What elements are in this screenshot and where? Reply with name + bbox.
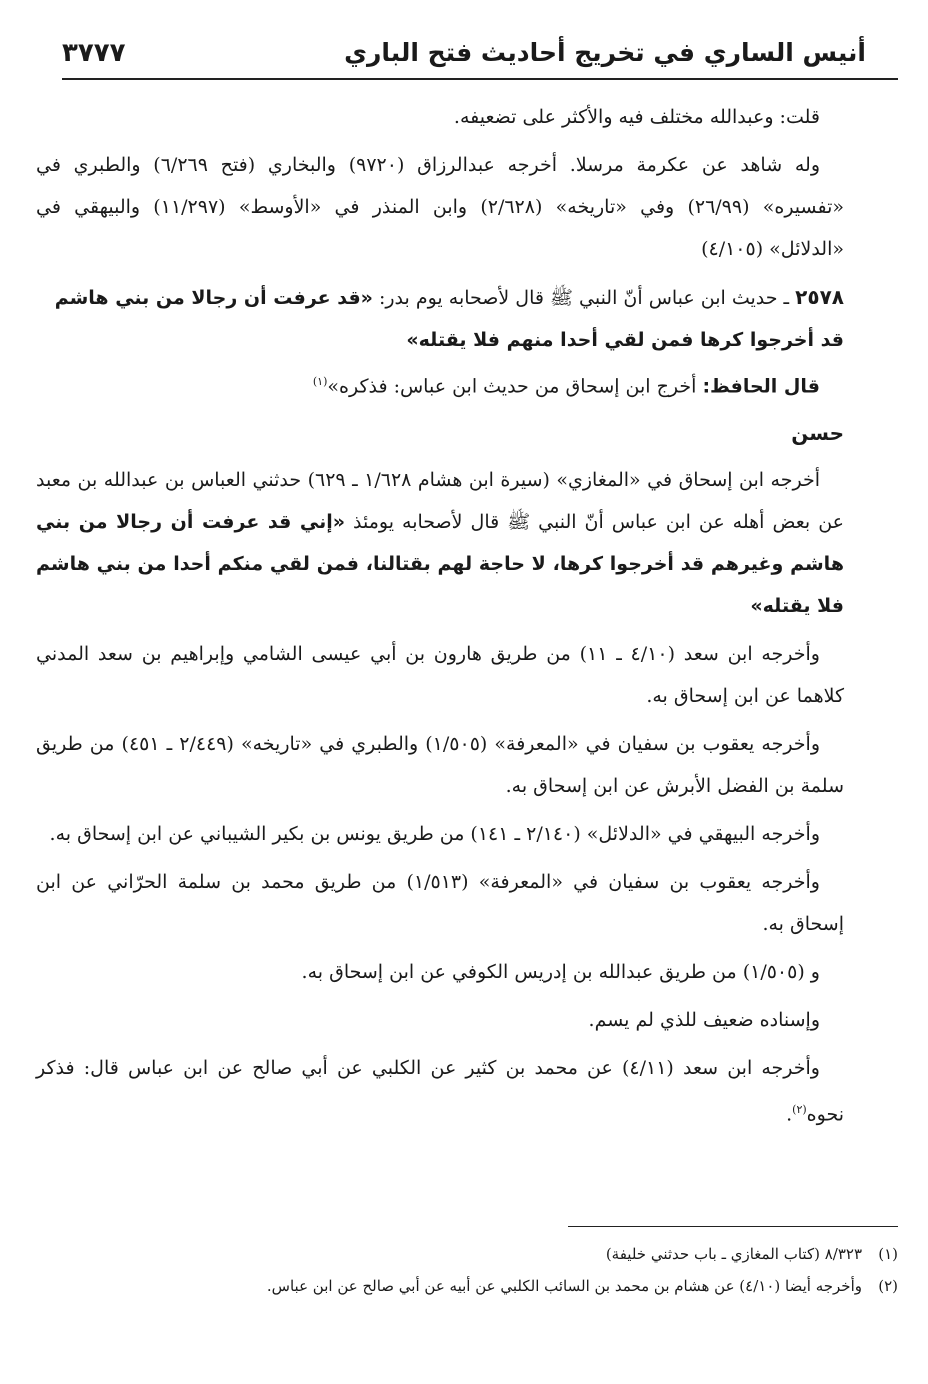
footnote-number: (٢) xyxy=(878,1277,898,1295)
hadith-text: «قد عرفت أن رجالا من بني هاشم قد أخرجوا كرها فمن لقي أحدا منهم فلا يقتله» xyxy=(54,287,844,351)
footnote-number: (١) xyxy=(878,1245,898,1263)
footnote-2 xyxy=(40,1270,898,1302)
takhrij-7-end: . xyxy=(786,1103,793,1126)
paragraph-isnad-weak: وإسناده ضعيف للذي لم يسم. xyxy=(588,1009,820,1032)
paragraph-takhrij-6: و (١/٥٠٥) من طريق عبدالله بن إدريس الكوفي عن ابن إسحاق به. xyxy=(301,961,820,984)
takhrij-7-text: وأخرجه ابن سعد (٤/١١) عن محمد بن كثير عن الكلبي عن أبي صالح عن ابن عباس قال: فذكر نحوه xyxy=(36,1057,844,1126)
footnote-ref-2: (٢) xyxy=(792,1103,807,1117)
hafidh-text: أخرج ابن إسحاق من حديث ابن عباس: فذكره» xyxy=(327,375,703,398)
hafidh-label: قال الحافظ: xyxy=(702,375,820,398)
page-header xyxy=(62,30,866,74)
paragraph-takhrij-2: وأخرجه ابن سعد (٤/١٠ ـ ١١) من طريق هارون بن أبي عيسى الشامي وإبراهيم بن سعد المدني كلاهما عن ابن إسحاق به. xyxy=(36,643,844,708)
paragraph-takhrij-5: وأخرجه يعقوب بن سفيان في «المعرفة» (١/٥١٣) من طريق محمد بن سلمة الحرّاني عن ابن إسحاق به. xyxy=(36,871,844,936)
footnote-1 xyxy=(40,1238,898,1270)
paragraph-takhrij-1 xyxy=(36,459,844,627)
footnote-ref-1: (١) xyxy=(312,375,328,388)
hadith-number: ٢٥٧٨ xyxy=(795,285,844,309)
page-number: ٣٧٧٧ xyxy=(62,38,126,68)
footnotes xyxy=(40,1238,898,1302)
paragraph-note: قلت: وعبدالله مختلف فيه والأكثر على تضعيفه. xyxy=(453,106,820,128)
footnote-text: وأخرجه أيضا (٤/١٠) عن هشام بن محمد بن السائب الكلبي عن أبيه عن أبي صالح عن ابن عباس. xyxy=(266,1277,862,1295)
footnote-rule xyxy=(568,1226,898,1227)
hafidh-statement xyxy=(36,361,844,407)
hadith-intro: ـ حديث ابن عباس أنّ النبي ﷺ قال لأصحابه يوم بدر: xyxy=(372,287,796,309)
takhrij-bold-text: «إني قد عرفت أن رجالا من بني هاشم وغيرهم قد أخرجوا كرها، لا حاجة لهم بقتالنا، فمن لقي منكم أحدا من بني هاشم فلا يقتله» xyxy=(36,511,844,618)
hadith-grade: حسن xyxy=(791,421,844,446)
header-rule xyxy=(62,78,898,80)
main-text xyxy=(36,96,844,1142)
paragraph-takhrij-7 xyxy=(36,1047,844,1135)
hadith-entry xyxy=(36,276,844,361)
running-title: أنيس الساري في تخريج أحاديث فتح الباري xyxy=(344,38,866,67)
paragraph-takhrij-4: وأخرجه البيهقي في «الدلائل» (٢/١٤٠ ـ ١٤١) من طريق يونس بن بكير الشيباني عن ابن إسحاق به. xyxy=(49,823,820,846)
footnote-text: ٨/٣٢٣ (كتاب المغازي ـ باب حدثني خليفة) xyxy=(605,1245,862,1263)
paragraph-takhrij-3: وأخرجه يعقوب بن سفيان في «المعرفة» (١/٥٠٥) والطبري في «تاريخه» (٢/٤٤٩ ـ ٤٥١) من طريق سلمة بن الفضل الأبرش عن ابن إسحاق به. xyxy=(36,733,844,798)
takhrij-intro: أخرجه ابن إسحاق في «المغازي» (سيرة ابن هشام ١/٦٢٨ ـ ٦٢٩) حدثني العباس بن عبدالله بن معبد عن بعض أهله عن ابن عباس أنّ النبي ﷺ قال لأصحابه يومئذ xyxy=(36,469,844,534)
paragraph-witness: وله شاهد عن عكرمة مرسلا. أخرجه عبدالرزاق (٩٧٢٠) والبخاري (فتح ٦/٢٦٩) والطبري في «تفسيره» (٢٦/٩٩) وفي «تاريخه» (٢/٦٢٨) وابن المنذر في «الأوسط» (١١/٢٩٧) والبيهقي في «الدلائل» (٤/١٠٥) xyxy=(36,154,845,260)
